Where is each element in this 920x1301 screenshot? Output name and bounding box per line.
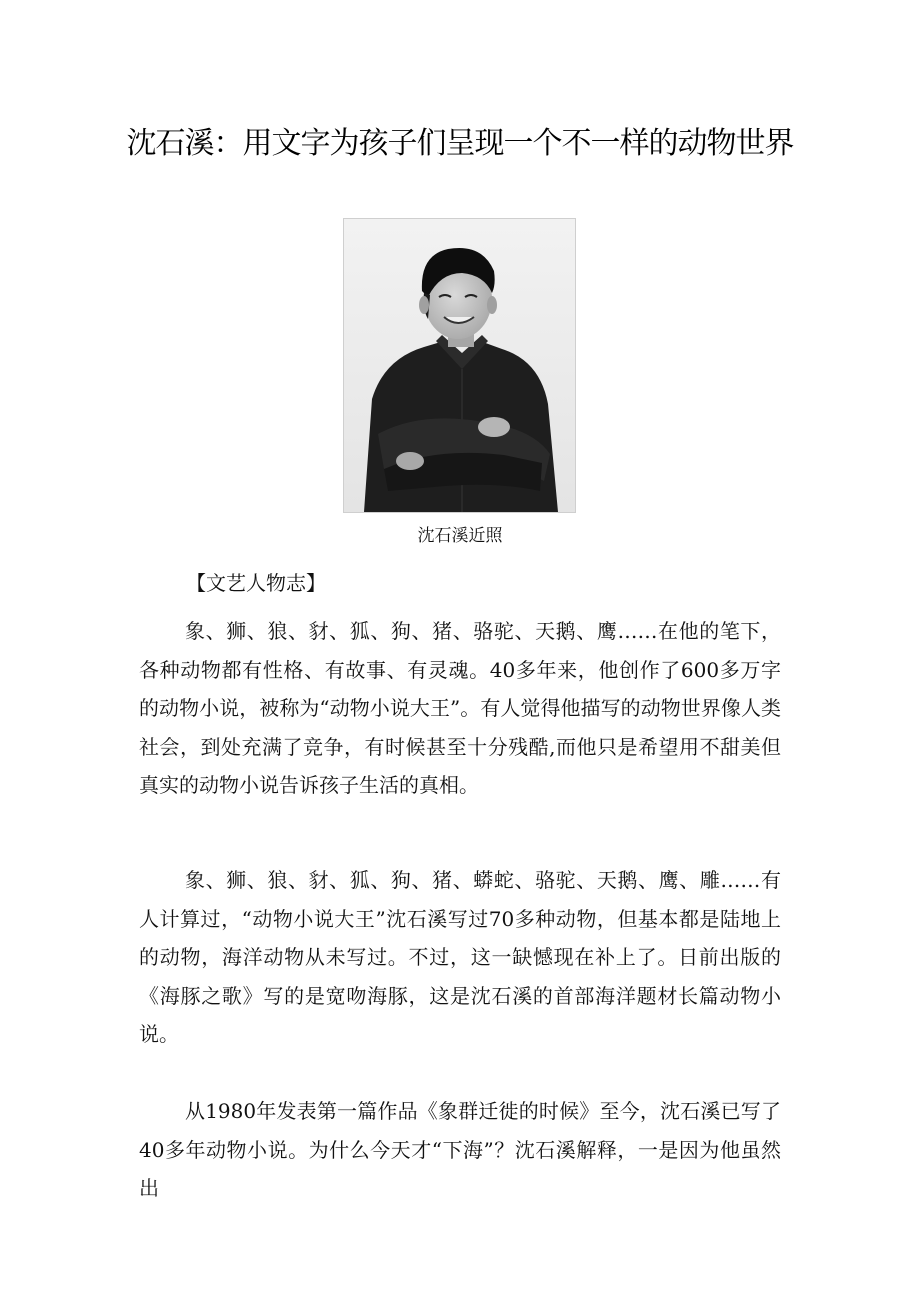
body-paragraph: 从1980年发表第一篇作品《象群迁徙的时候》至今，沈石溪已写了40多年动物小说。为什么今天才“下海”？沈石溪解释，一是因为他虽然出 — [139, 1099, 781, 1201]
body-paragraph: 象、狮、狼、豺、狐、狗、猪、骆驼、天鹅、鹰……在他的笔下，各种动物都有性格、有故事、有灵魂。40多年来，他创作了600多万字的动物小说，被称为“动物小说大王”。有人觉得他描写的动物世界像人类社会，到处充满了竞争，有时候甚至十分残酷,而他只是希望用不甜美但真实的动物小说告诉孩子生活的真相。 — [139, 619, 781, 798]
article-title: 沈石溪：用文字为孩子们呈现一个不一样的动物世界 — [126, 126, 794, 161]
body-paragraph: 象、狮、狼、豺、狐、狗、猪、蟒蛇、骆驼、天鹅、鹰、雕……有人计算过，“动物小说大王”沈石溪写过70多种动物，但基本都是陆地上的动物，海洋动物从未写过。不过，这一缺憾现在补上了。日前出版的《海豚之歌》写的是宽吻海豚，这是沈石溪的首部海洋题材长篇动物小说。 — [139, 868, 781, 1047]
portrait-image — [344, 219, 575, 512]
author-photo — [343, 218, 576, 513]
section-tag: 【文艺人物志】 — [186, 571, 326, 595]
photo-caption: 沈石溪近照 — [417, 526, 503, 546]
